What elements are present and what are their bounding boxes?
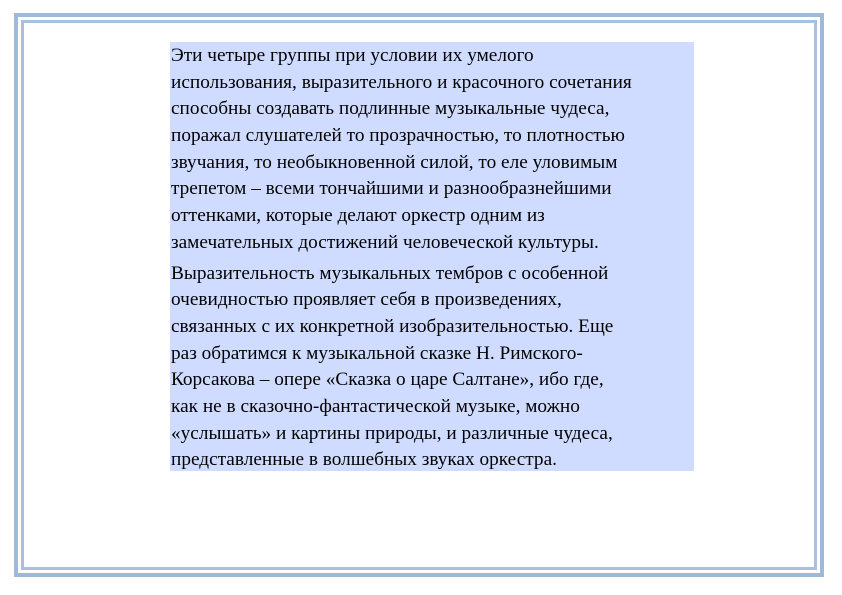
text-line: Выразительность музыкальных тембров с особенной <box>171 262 609 284</box>
text-line: очевидностью проявляет себя в произведениях, <box>171 289 562 311</box>
text-line: трепетом – всеми тончайшими и разнообразнейшими <box>171 178 612 200</box>
paragraph-1 <box>171 43 694 257</box>
text-line: способны создавать подлинные музыкальные чудеса, <box>171 98 610 120</box>
text-line: «услышать» и картины природы, и различные чудеса, <box>171 422 613 444</box>
text-line: представленные в волшебных звуках оркестра. <box>171 449 557 471</box>
text-line: поражал слушателей то прозрачностью, то плотностью <box>171 125 625 147</box>
text-line: раз обратимся к музыкальной сказке Н. Римского- <box>171 342 583 364</box>
text-line: звучания, то необыкновенной силой, то еле уловимым <box>171 151 618 173</box>
text-block <box>170 42 694 471</box>
text-line: как не в сказочно-фантастической музыке, можно <box>171 395 580 417</box>
text-line: Корсакова – опере «Сказка о царе Салтане», ибо где, <box>171 369 604 391</box>
paragraph-2 <box>171 261 694 475</box>
text-line: Эти четыре группы при условии их умелого <box>171 45 534 66</box>
text-line: замечательных достижений человеческой культуры. <box>171 231 599 253</box>
text-line: использования, выразительного и красочного сочетания <box>171 71 632 93</box>
text-line: связанных с их конкретной изобразительностью. Еще <box>171 315 614 337</box>
text-line: оттенками, которые делают оркестр одним из <box>171 205 545 227</box>
